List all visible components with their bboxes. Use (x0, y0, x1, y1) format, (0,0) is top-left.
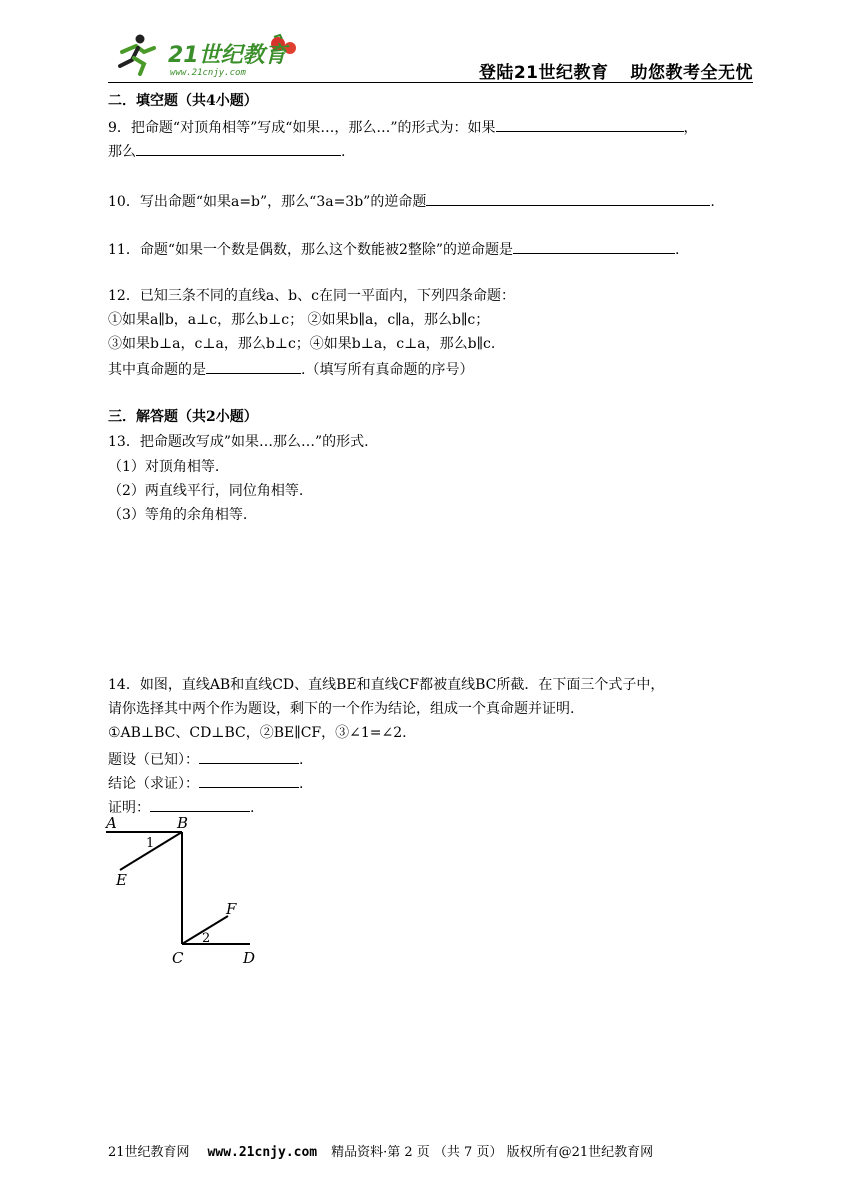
given-label: 题设（已知）： (108, 752, 199, 768)
conclusion-period: . (299, 776, 304, 792)
question-12-options-1-2: ①如果a∥b，a⊥c，那么b⊥c； ②如果b∥a，c∥a，那么b∥c； (108, 312, 490, 328)
given-period: . (299, 752, 304, 768)
q9-period: . (341, 144, 346, 160)
footer-page-info: 精品资料·第 2 页 （共 7 页） 版权所有@21世纪教育网 (331, 1145, 654, 1160)
proof-label: 证明： (108, 800, 150, 816)
section-3-title: 三．解答题（共2小题） (108, 409, 258, 425)
q9-then-text: 那么 (108, 144, 136, 160)
label-c: C (172, 949, 184, 967)
question-14-given (108, 748, 303, 770)
question-13-item-3: （3）等角的余角相等. (108, 507, 248, 523)
label-f: F (226, 900, 237, 918)
conclusion-blank[interactable] (199, 772, 299, 788)
slogan-left: 登陆21世纪教育 (478, 63, 609, 83)
footer-site-name: 21世纪教育网 (108, 1145, 190, 1160)
site-logo (110, 30, 310, 80)
q9-comma: ， (683, 120, 698, 136)
section-2-title: 二．填空题（共4小题） (108, 93, 258, 109)
geometry-figure (104, 814, 264, 970)
footer-url[interactable]: www.21cnjy.com (207, 1145, 318, 1160)
q10-text: 10．写出命题“如果a=b”，那么“3a=3b”的逆命题 (108, 194, 427, 210)
conclusion-label: 结论（求证）： (108, 776, 199, 792)
label-a: A (106, 814, 117, 832)
question-12-answer (108, 358, 473, 380)
q9-then-blank[interactable] (136, 140, 341, 156)
question-13-item-1: （1）对顶角相等. (108, 459, 220, 475)
label-e: E (116, 871, 127, 889)
angle-2-label: 2 (202, 931, 211, 946)
question-14-conclusion (108, 772, 303, 794)
angle-1-label: 1 (146, 836, 155, 851)
svg-text:21世纪教育: 21世纪教育 (168, 43, 287, 68)
question-13-intro: 13．把命题改写成”如果…那么…”的形式. (108, 434, 369, 450)
q11-blank[interactable] (513, 238, 675, 254)
q11-period: . (675, 242, 680, 258)
question-11 (108, 238, 680, 260)
q9-if-blank[interactable] (496, 116, 684, 132)
q11-text: 11．命题“如果一个数是偶数，那么这个数能被2整除”的逆命题是 (108, 242, 514, 258)
q10-period: . (710, 194, 715, 210)
page-header (108, 30, 753, 83)
question-12-options-3-4: ③如果b⊥a，c⊥a，那么b⊥c；④如果b⊥a，c⊥a，那么b∥c. (108, 336, 496, 352)
question-10 (108, 190, 715, 212)
question-9-line-2 (108, 140, 345, 162)
question-13-item-2: （2）两直线平行，同位角相等. (108, 483, 304, 499)
proof-period: . (250, 800, 255, 816)
question-14-line-2: 请你选择其中两个作为题设，剩下的一个作为结论，组成一个真命题并证明. (108, 701, 575, 717)
q12-note: .（填写所有真命题的序号） (301, 362, 474, 378)
question-12-intro: 12．已知三条不同的直线a、b、c在同一平面内，下列四条命题： (108, 288, 515, 304)
given-blank[interactable] (199, 748, 299, 764)
question-14-options: ①AB⊥BC、CD⊥BC，②BE∥CF，③∠1=∠2. (108, 725, 407, 741)
q10-blank[interactable] (426, 190, 710, 206)
page-footer (108, 1141, 653, 1160)
q12-answer-text: 其中真命题的是 (108, 362, 206, 378)
label-b: B (177, 814, 189, 832)
question-9-line-1 (108, 116, 698, 138)
question-14-line-1: 14．如图，直线AB和直线CD、直线BE和直线CF都被直线BC所截．在下面三个式子中， (108, 677, 665, 693)
label-d: D (243, 949, 256, 967)
q9-text: 9．把命题“对顶角相等”写成“如果…，那么…”的形式为：如果 (108, 120, 496, 136)
header-slogan (479, 58, 753, 83)
slogan-right: 助您教考全无忧 (630, 63, 753, 83)
q12-blank[interactable] (206, 358, 301, 374)
svg-text:www.21cnjy.com: www.21cnjy.com (170, 68, 246, 78)
proof-blank[interactable] (150, 796, 250, 812)
